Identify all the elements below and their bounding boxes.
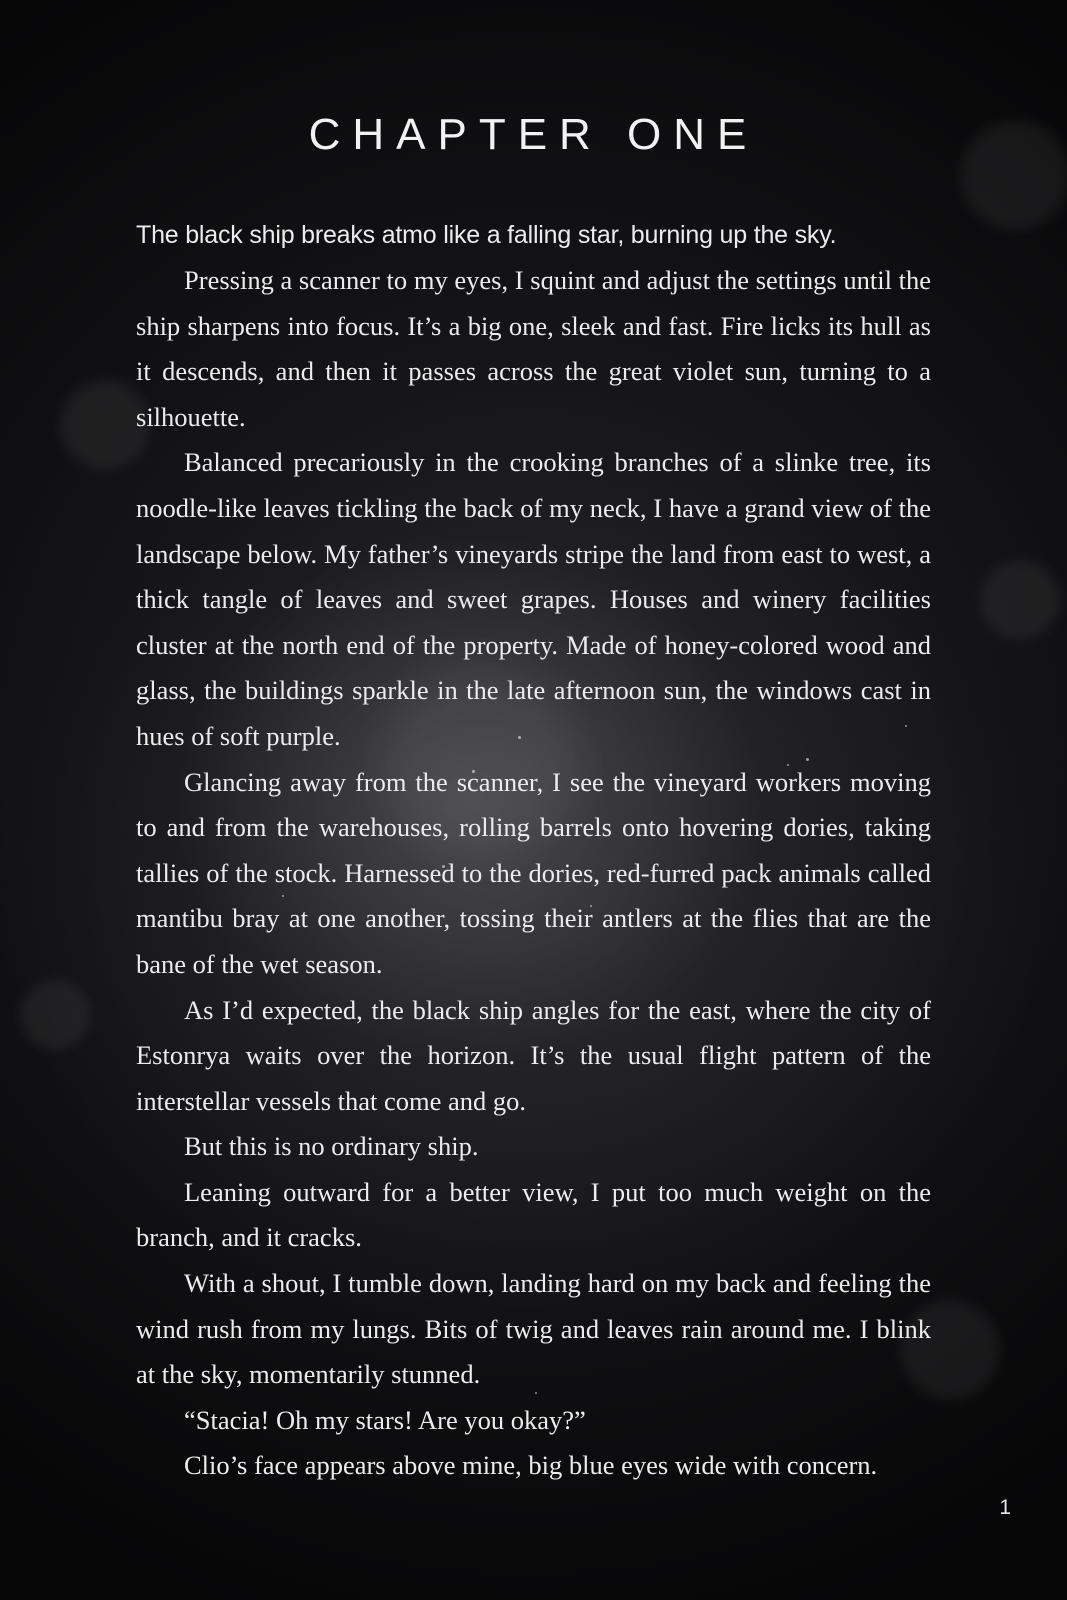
paragraph: Leaning outward for a better view, I put too much weight on the branch, and it cracks. <box>136 1176 931 1253</box>
paragraph: But this is no ordinary ship. <box>184 1131 479 1162</box>
paragraph: Clio’s face appears above mine, big blue eyes wide with concern. <box>184 1450 878 1481</box>
chapter-title: CHAPTER ONE <box>308 110 759 159</box>
page-number: 1 <box>999 1496 1011 1519</box>
paragraph: Balanced precariously in the crooking branches of a slinke tree, its noodle-like leaves tickling the back of my neck, I have a grand view of the landscape below. My father’s vineyards stripe the land from east to west, a thick tangle of leaves and sweet grapes. Houses and winery facilities cluster at the north end of the property. Made of honey-colored wood and glass, the buildings sparkle in the late afternoon sun, the windows cast in hues of soft purple. <box>136 447 931 751</box>
bokeh-light <box>980 560 1060 640</box>
bokeh-light <box>20 980 90 1050</box>
opening-line: The black ship breaks atmo like a falling star, burning up the sky. <box>136 221 837 249</box>
paragraph: With a shout, I tumble down, landing hard on my back and feeling the wind rush from my lungs. Bits of twig and leaves rain around me. I blink at the sky, momentarily stunned. <box>136 1268 931 1390</box>
paragraph: Glancing away from the scanner, I see the vineyard workers moving to and from the warehouses, rolling barrels onto hovering dories, taking tallies of the stock. Harnessed to the dories, red-furred pack animals called mantibu bray at one another, tossing their antlers at the flies that are the bane of the wet season. <box>136 766 931 979</box>
paragraph: As I’d expected, the black ship angles for the east, where the city of Estonrya waits over the horizon. It’s the usual flight pattern of the interstellar vessels that come and go. <box>136 994 931 1116</box>
paragraph: Pressing a scanner to my eyes, I squint and adjust the settings until the ship sharpens into focus. It’s a big one, sleek and fast. Fire licks its hull as it descends, and then it passes across the great violet sun, turning to a silhouette. <box>136 265 931 432</box>
paragraph: “Stacia! Oh my stars! Are you okay?” <box>184 1404 586 1435</box>
chapter-text <box>136 212 931 1489</box>
